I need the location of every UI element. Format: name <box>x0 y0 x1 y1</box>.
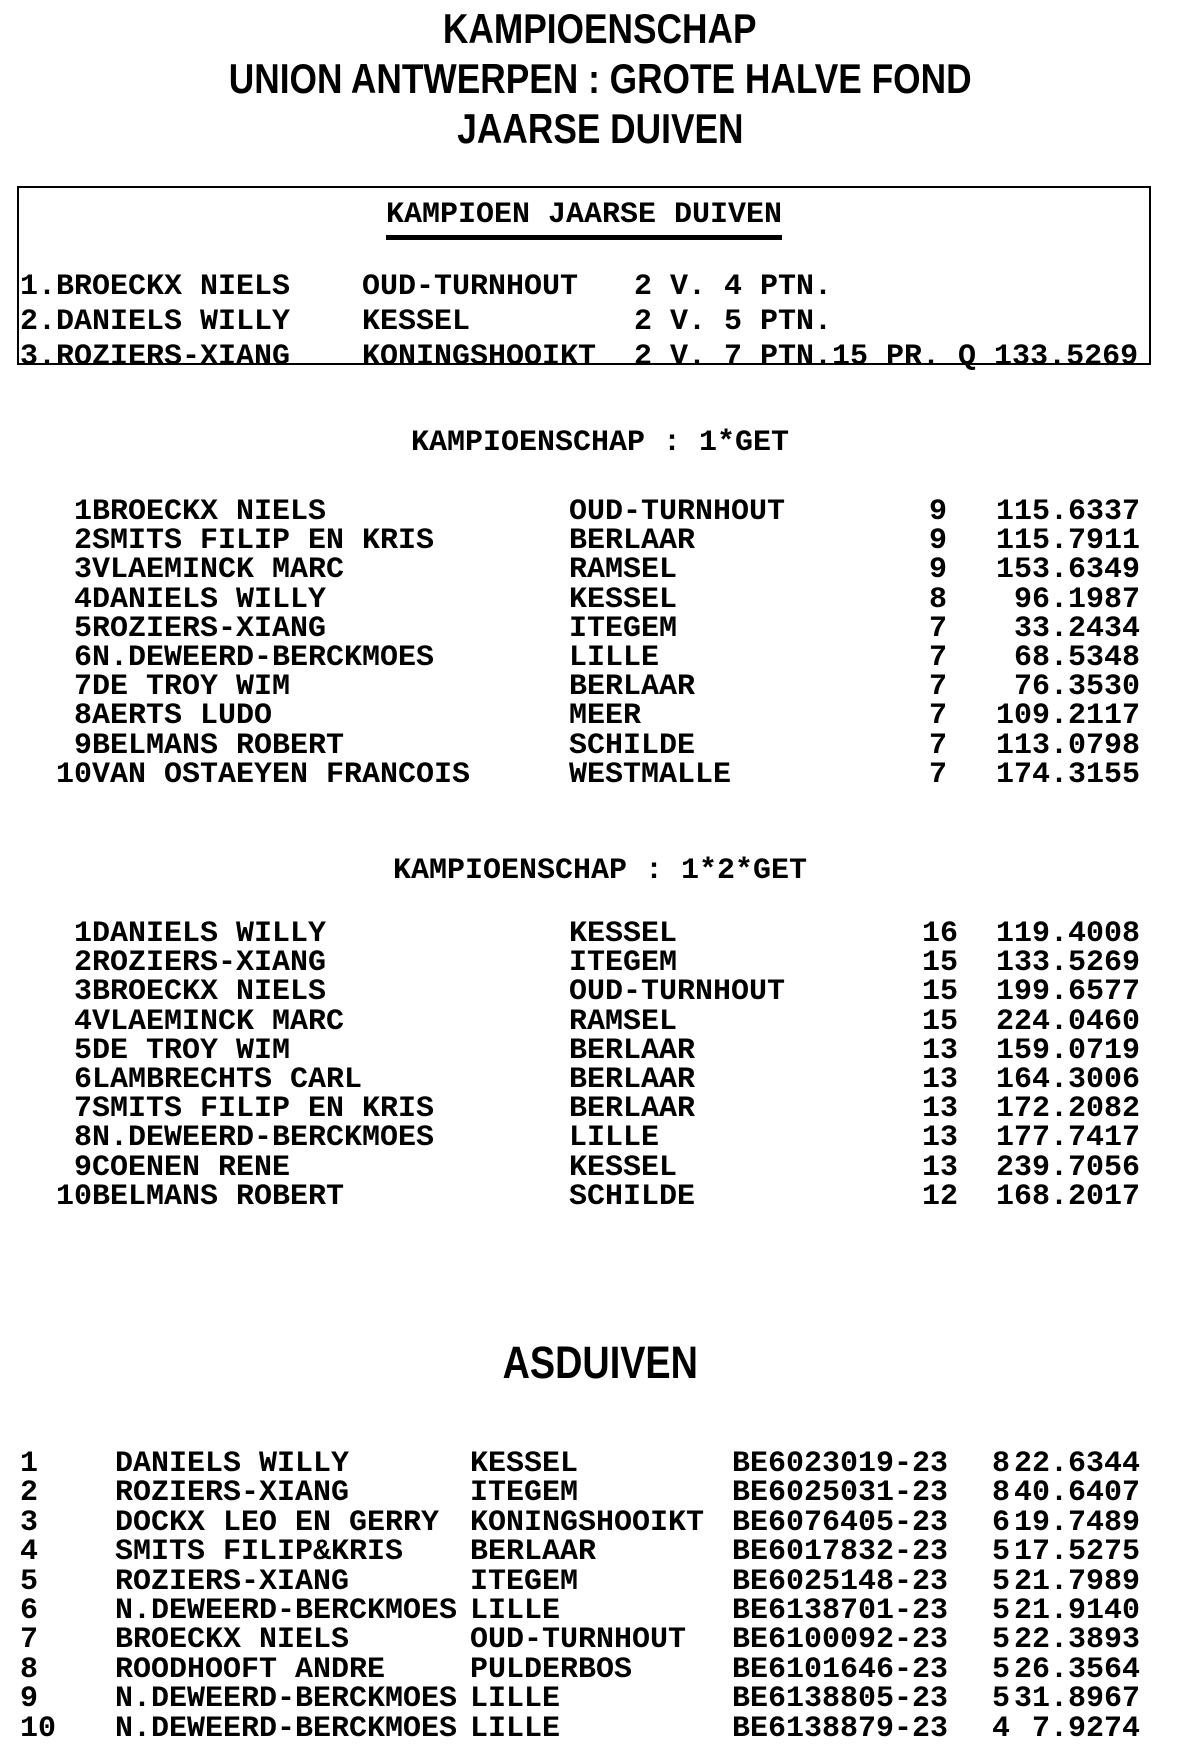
section-title-1-2get: KAMPIOENSCHAP : 1*2*GET <box>392 854 808 888</box>
championship-row <box>20 615 1140 644</box>
row-place: LILLE <box>470 1711 561 1746</box>
row-points: 96.1987 <box>1013 582 1140 617</box>
row-rank: 5 <box>73 611 92 646</box>
row-place: ITEGEM <box>470 1476 579 1511</box>
row-count: 8 <box>991 1476 1010 1511</box>
row-count: 5 <box>991 1535 1010 1570</box>
row-place: ITEGEM <box>569 611 678 646</box>
row-points: 168.2017 <box>995 1179 1140 1214</box>
kampioen-box-title-row <box>19 198 1149 240</box>
row-place: BERLAAR <box>569 670 696 705</box>
championship-row <box>20 586 1140 615</box>
kampioen-table <box>20 270 1145 375</box>
row-count: 4 <box>991 1711 1010 1746</box>
championship-row <box>20 1124 1140 1153</box>
kampioen-box <box>17 186 1151 374</box>
row-count: 9 <box>928 495 947 529</box>
row-rank: 2 <box>20 1476 39 1511</box>
row-place: BERLAAR <box>470 1535 597 1570</box>
championship-row <box>20 1183 1140 1212</box>
row-count: 7 <box>928 699 947 734</box>
row-count: 8 <box>991 1447 1010 1481</box>
row-name: BROECKX NIELS <box>92 495 327 529</box>
row-name: DANIELS WILLY <box>92 582 327 617</box>
row-points: 159.0719 <box>995 1033 1140 1068</box>
asduiven-row <box>20 1597 1140 1626</box>
row-rank: 6 <box>20 1594 39 1629</box>
row-rank: 9 <box>73 1150 92 1185</box>
row-rank: 9 <box>73 728 92 763</box>
row-name: BROECKX NIELS <box>92 975 327 1010</box>
row-ring: BE6025031-23 <box>732 1476 949 1511</box>
row-count: 6 <box>991 1505 1010 1540</box>
championship-row <box>20 949 1140 978</box>
title-line-2-text: UNION ANTWERPEN : GROTE HALVE FOND <box>228 55 972 102</box>
row-place: SCHILDE <box>569 728 696 763</box>
championship-row <box>20 1037 1140 1066</box>
row-ring: BE6100092-23 <box>732 1623 949 1658</box>
row-count: 13 <box>922 1033 959 1068</box>
row-count: 5 <box>991 1682 1010 1717</box>
asduiven-row <box>20 1538 1140 1567</box>
row-rank: 9 <box>20 1682 39 1717</box>
row-place: BERLAAR <box>569 1063 696 1098</box>
kampioen-place: KESSEL <box>362 305 471 339</box>
row-rank: 1 <box>73 917 92 951</box>
row-points: 21.7989 <box>1013 1564 1140 1599</box>
asduiven-title: ASDUIVEN <box>502 1337 698 1388</box>
row-name: BELMANS ROBERT <box>92 1179 345 1214</box>
championship-row <box>20 673 1140 702</box>
row-count: 13 <box>922 1063 959 1098</box>
row-points: 109.2117 <box>995 699 1140 734</box>
row-rank: 5 <box>73 1033 92 1068</box>
row-place: RAMSEL <box>569 1004 678 1039</box>
row-rank: 7 <box>73 670 92 705</box>
row-points: 153.6349 <box>995 553 1140 588</box>
row-count: 15 <box>922 946 959 981</box>
asduiven-title-row <box>0 1337 1200 1389</box>
championship-row <box>20 1008 1140 1037</box>
row-name: SMITS FILIP EN KRIS <box>92 1092 435 1127</box>
row-place: LILLE <box>470 1594 561 1629</box>
row-points: 22.6344 <box>1013 1447 1140 1481</box>
row-rank: 4 <box>20 1535 39 1570</box>
title-line-2 <box>0 54 1200 104</box>
row-name: VAN OSTAEYEN FRANCOIS <box>92 757 471 792</box>
row-name: ROZIERS-XIANG <box>92 946 327 981</box>
row-count: 15 <box>922 1004 959 1039</box>
row-ring: BE6101646-23 <box>732 1652 949 1687</box>
row-points: 17.5275 <box>1013 1535 1140 1570</box>
title-line-1-text: KAMPIOENSCHAP <box>443 5 757 52</box>
row-points: 19.7489 <box>1013 1505 1140 1540</box>
row-name: SMITS FILIP&KRIS <box>115 1535 404 1570</box>
row-points: 224.0460 <box>995 1004 1140 1039</box>
row-name: ROZIERS-XIANG <box>115 1476 350 1511</box>
row-count: 15 <box>922 975 959 1010</box>
row-place: KESSEL <box>569 917 678 951</box>
row-place: MEER <box>569 699 642 734</box>
championship-row <box>20 761 1140 790</box>
row-rank: 7 <box>73 1092 92 1127</box>
row-rank: 6 <box>73 641 92 676</box>
championship-row <box>20 644 1140 673</box>
row-count: 5 <box>991 1623 1010 1658</box>
row-name: N.DEWEERD-BERCKMOES <box>115 1711 458 1746</box>
row-count: 7 <box>928 728 947 763</box>
row-rank: 10 <box>55 1179 92 1214</box>
row-name: DOCKX LEO EN GERRY <box>115 1505 440 1540</box>
row-rank: 7 <box>20 1623 39 1658</box>
row-points: 40.6407 <box>1013 1476 1140 1511</box>
championship-row <box>20 1095 1140 1124</box>
row-ring: BE6138805-23 <box>732 1682 949 1717</box>
row-name: N.DEWEERD-BERCKMOES <box>115 1594 458 1629</box>
kampioen-name: 2.DANIELS WILLY <box>20 305 291 339</box>
kampioen-row <box>20 340 1145 375</box>
row-place: LILLE <box>470 1682 561 1717</box>
row-rank: 8 <box>20 1652 39 1687</box>
row-points: 239.7056 <box>995 1150 1140 1185</box>
row-rank: 4 <box>73 582 92 617</box>
row-count: 13 <box>922 1121 959 1156</box>
row-points: 33.2434 <box>1013 611 1140 646</box>
asduiven-row <box>20 1450 1140 1479</box>
row-rank: 6 <box>73 1063 92 1098</box>
row-points: 7.9274 <box>1031 1711 1140 1746</box>
row-name: ROZIERS-XIANG <box>92 611 327 646</box>
row-name: VLAEMINCK MARC <box>92 1004 345 1039</box>
row-count: 16 <box>922 917 959 951</box>
document-header <box>0 4 1200 154</box>
kampioen-name: 1.BROECKX NIELS <box>20 270 291 304</box>
kampioen-row <box>20 305 1145 340</box>
championship-row <box>20 498 1140 527</box>
kampioen-place: OUD-TURNHOUT <box>362 270 579 304</box>
row-points: 199.6577 <box>995 975 1140 1010</box>
row-name: BROECKX NIELS <box>115 1623 350 1658</box>
row-place: WESTMALLE <box>569 757 732 792</box>
row-count: 5 <box>991 1564 1010 1599</box>
row-points: 119.4008 <box>995 917 1140 951</box>
championship-row <box>20 1066 1140 1095</box>
championship-row <box>20 732 1140 761</box>
row-name: N.DEWEERD-BERCKMOES <box>115 1682 458 1717</box>
asduiven-row <box>20 1509 1140 1538</box>
championship-1get-table <box>20 495 1140 792</box>
row-count: 5 <box>991 1652 1010 1687</box>
asduiven-row <box>20 1479 1140 1508</box>
row-ring: BE6023019-23 <box>732 1447 949 1481</box>
row-count: 5 <box>991 1594 1010 1629</box>
row-place: KESSEL <box>470 1447 579 1481</box>
row-place: LILLE <box>569 641 660 676</box>
row-rank: 10 <box>20 1711 57 1746</box>
row-rank: 2 <box>73 946 92 981</box>
row-place: ITEGEM <box>470 1564 579 1599</box>
row-count: 7 <box>928 611 947 646</box>
row-count: 8 <box>928 582 947 617</box>
row-rank: 3 <box>20 1505 39 1540</box>
row-points: 115.6337 <box>995 495 1140 529</box>
asduiven-row <box>20 1626 1140 1655</box>
row-ring: BE6025148-23 <box>732 1564 949 1599</box>
row-name: LAMBRECHTS CARL <box>92 1063 363 1098</box>
row-points: 164.3006 <box>995 1063 1140 1098</box>
row-place: BERLAAR <box>569 1033 696 1068</box>
row-ring: BE6017832-23 <box>732 1535 949 1570</box>
row-rank: 2 <box>73 524 92 559</box>
row-name: COENEN RENE <box>92 1150 291 1185</box>
kampioen-result: 2 V. 5 PTN. <box>634 305 833 339</box>
title-line-3 <box>0 104 1200 154</box>
row-rank: 5 <box>20 1564 39 1599</box>
championship-row <box>20 978 1140 1007</box>
kampioen-name: 3.ROZIERS-XIANG <box>20 340 291 374</box>
row-rank: 1 <box>20 1447 39 1481</box>
title-line-3-text: JAARSE DUIVEN <box>456 105 744 152</box>
kampioen-place: KONINGSHOOIKT <box>362 340 597 374</box>
row-count: 13 <box>922 1150 959 1185</box>
championship-row <box>20 920 1140 949</box>
asduiven-row <box>20 1715 1140 1744</box>
row-place: RAMSEL <box>569 553 678 588</box>
row-points: 177.7417 <box>995 1121 1140 1156</box>
row-count: 13 <box>922 1092 959 1127</box>
row-place: KESSEL <box>569 582 678 617</box>
section-title-1get: KAMPIOENSCHAP : 1*GET <box>410 426 790 460</box>
row-count: 7 <box>928 641 947 676</box>
row-name: DE TROY WIM <box>92 670 291 705</box>
row-name: DANIELS WILLY <box>92 917 327 951</box>
row-name: ROODHOOFT ANDRE <box>115 1652 386 1687</box>
row-points: 113.0798 <box>995 728 1140 763</box>
row-count: 9 <box>928 524 947 559</box>
row-points: 22.3893 <box>1013 1623 1140 1658</box>
championship-row <box>20 1154 1140 1183</box>
row-rank: 3 <box>73 975 92 1010</box>
row-name: DE TROY WIM <box>92 1033 291 1068</box>
asduiven-row <box>20 1656 1140 1685</box>
row-place: KONINGSHOOIKT <box>470 1505 705 1540</box>
row-ring: BE6138879-23 <box>732 1711 949 1746</box>
row-points: 31.8967 <box>1013 1682 1140 1717</box>
row-name: N.DEWEERD-BERCKMOES <box>92 641 435 676</box>
row-place: SCHILDE <box>569 1179 696 1214</box>
championship-row <box>20 702 1140 731</box>
row-name: DANIELS WILLY <box>115 1447 350 1481</box>
kampioen-box-title: KAMPIOEN JAARSE DUIVEN <box>386 198 782 240</box>
row-name: BELMANS ROBERT <box>92 728 345 763</box>
row-place: LILLE <box>569 1121 660 1156</box>
row-rank: 4 <box>73 1004 92 1039</box>
championship-row <box>20 556 1140 585</box>
row-place: OUD-TURNHOUT <box>470 1623 687 1658</box>
championship-1-2get-table <box>20 917 1140 1214</box>
row-rank: 10 <box>55 757 92 792</box>
asduiven-row <box>20 1568 1140 1597</box>
row-points: 174.3155 <box>995 757 1140 792</box>
row-name: VLAEMINCK MARC <box>92 553 345 588</box>
row-place: BERLAAR <box>569 524 696 559</box>
row-name: ROZIERS-XIANG <box>115 1564 350 1599</box>
row-points: 133.5269 <box>995 946 1140 981</box>
row-points: 172.2082 <box>995 1092 1140 1127</box>
row-name: AERTS LUDO <box>92 699 273 734</box>
row-points: 115.7911 <box>995 524 1140 559</box>
row-count: 9 <box>928 553 947 588</box>
row-name: SMITS FILIP EN KRIS <box>92 524 435 559</box>
row-points: 21.9140 <box>1013 1594 1140 1629</box>
row-points: 68.5348 <box>1013 641 1140 676</box>
row-count: 12 <box>922 1179 959 1214</box>
row-place: OUD-TURNHOUT <box>569 975 786 1010</box>
row-place: KESSEL <box>569 1150 678 1185</box>
title-line-1 <box>0 4 1200 54</box>
kampioen-result: 2 V. 4 PTN. <box>634 270 833 304</box>
asduiven-row <box>20 1685 1140 1714</box>
row-place: PULDERBOS <box>470 1652 633 1687</box>
row-count: 7 <box>928 670 947 705</box>
row-place: OUD-TURNHOUT <box>569 495 786 529</box>
row-place: ITEGEM <box>569 946 678 981</box>
row-rank: 8 <box>73 699 92 734</box>
row-rank: 3 <box>73 553 92 588</box>
row-points: 26.3564 <box>1013 1652 1140 1687</box>
row-rank: 1 <box>73 495 92 529</box>
row-rank: 8 <box>73 1121 92 1156</box>
row-ring: BE6076405-23 <box>732 1505 949 1540</box>
row-count: 7 <box>928 757 947 792</box>
kampioen-result: 2 V. 7 PTN.15 PR. Q 133.5269 <box>634 340 1139 374</box>
championship-row <box>20 527 1140 556</box>
row-place: BERLAAR <box>569 1092 696 1127</box>
kampioen-row <box>20 270 1145 305</box>
row-name: N.DEWEERD-BERCKMOES <box>92 1121 435 1156</box>
row-points: 76.3530 <box>1013 670 1140 705</box>
asduiven-table <box>20 1447 1140 1746</box>
row-ring: BE6138701-23 <box>732 1594 949 1629</box>
